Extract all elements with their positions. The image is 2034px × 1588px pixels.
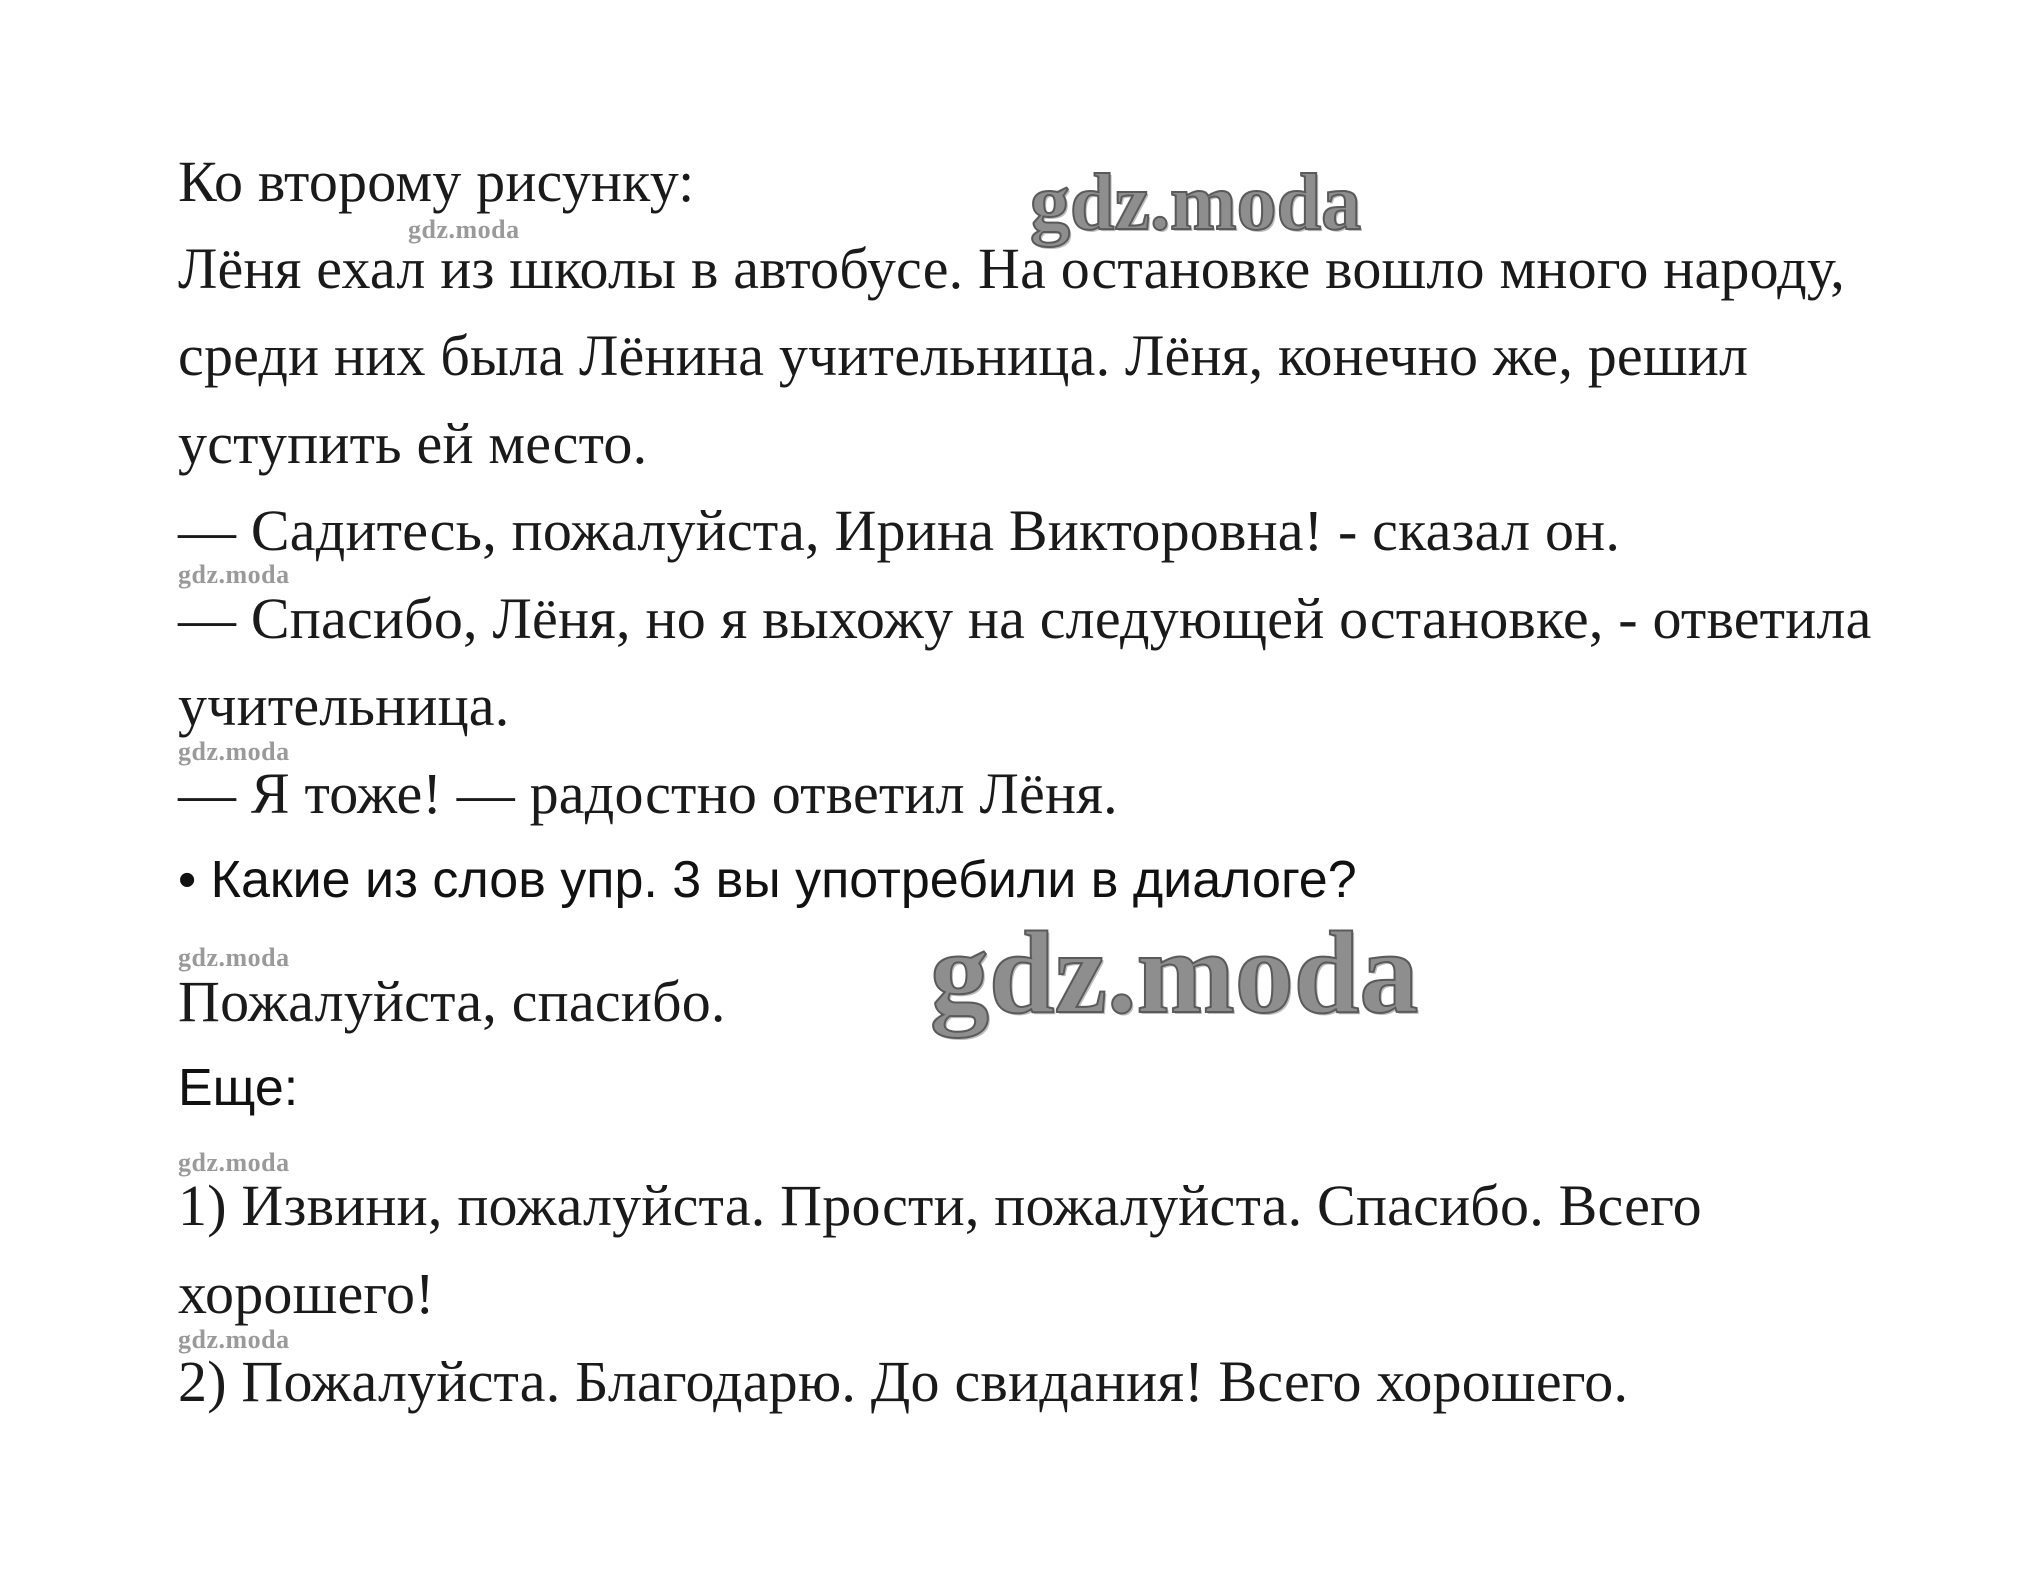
watermark-small: gdz.moda (178, 1148, 290, 1177)
watermark-small: gdz.moda (178, 1325, 290, 1354)
watermark-small: gdz.moda (408, 215, 520, 244)
more-label: Еще: (178, 1059, 299, 1117)
dialog-line: — Садитесь, пожалуйста, Ирина Викторовна! - сказал он. (178, 498, 1621, 563)
story-line: Лёня ехал из школы в автобусе. На остановке вошло много народу, (178, 236, 1845, 301)
story-line: среди них была Лёнина учительница. Лёня, конечно же, решил (178, 323, 1749, 388)
answer: Пожалуйста, спасибо. (178, 969, 726, 1034)
dialog-line: учительница. (178, 673, 510, 738)
list-item: 2) Пожалуйста. Благодарю. До свидания! Всего хорошего. (178, 1349, 1629, 1414)
question: • Какие из слов упр. 3 вы употребили в диалоге? (178, 851, 1357, 909)
dialog-line: — Я тоже! — радостно ответил Лёня. (178, 761, 1118, 826)
list-item: 1) Извини, пожалуйста. Прости, пожалуйста. Спасибо. Всего (178, 1173, 1702, 1238)
dialog-line: — Спасибо, Лёня, но я выхожу на следующей остановке, - ответила (178, 586, 1872, 651)
watermark-logo-middle: gdz.moda (930, 907, 1419, 1038)
watermark-small: gdz.moda (178, 560, 290, 589)
watermark-logo-top: gdz.moda (1030, 159, 1362, 247)
story-line: уступить ей место. (178, 411, 648, 476)
watermark-small: gdz.moda (178, 737, 290, 766)
list-item: хорошего! (178, 1261, 435, 1326)
heading: Ко второму рисунку: (178, 149, 695, 214)
watermark-small: gdz.moda (178, 943, 290, 972)
